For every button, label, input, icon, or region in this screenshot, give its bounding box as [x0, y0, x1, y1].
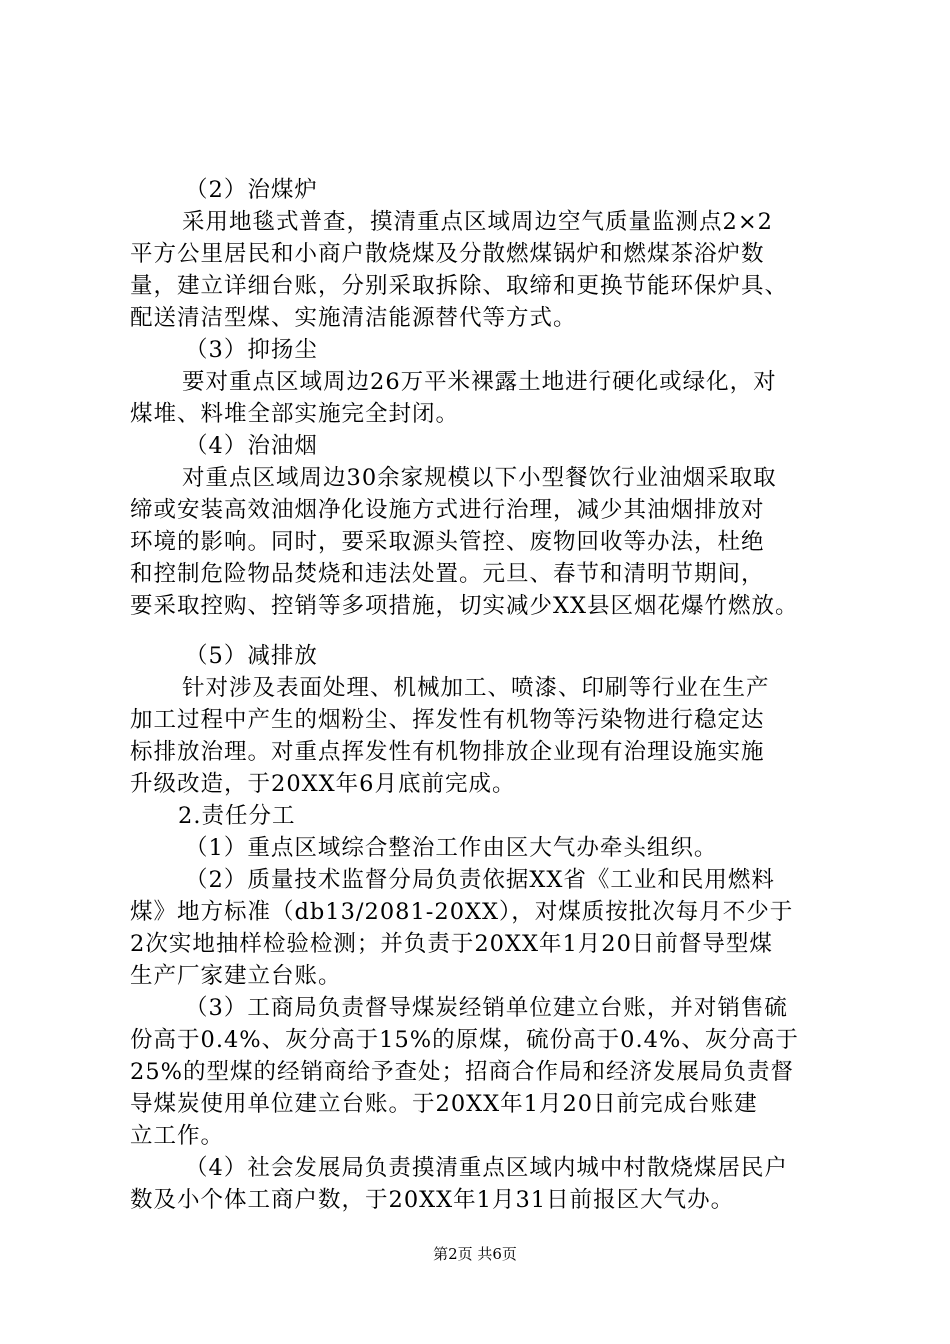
paragraph-line: 要采取控购、控销等多项措施，切实减少XX县区烟花爆竹燃放。: [130, 593, 799, 619]
duty-line: （1）重点区域综合整治工作由区大气办牵头组织。: [185, 835, 718, 861]
duty-line: 份高于0.4%、灰分高于15%的原煤，硫份高于0.4%、灰分高于: [130, 1027, 799, 1053]
paragraph-line: 针对涉及表面处理、机械加工、喷漆、印刷等行业在生产: [182, 675, 770, 701]
paragraph-line: 配送清洁型煤、实施清洁能源替代等方式。: [130, 305, 577, 331]
paragraph-line: 环境的影响。同时，要采取源头管控、废物回收等办法，杜绝: [130, 529, 765, 555]
section-heading: （5）减排放: [185, 643, 318, 669]
duty-line: 生产厂家建立台账。: [130, 963, 342, 989]
paragraph-line: 量，建立详细台账，分别采取拆除、取缔和更换节能环保炉具、: [130, 273, 789, 299]
section-heading: （4）治油烟: [185, 433, 318, 459]
paragraph-line: 采用地毯式普查，摸清重点区域周边空气质量监测点2×2: [182, 209, 773, 235]
duty-line: 立工作。: [130, 1123, 225, 1149]
duty-line: （3）工商局负责督导煤炭经销单位建立台账，并对销售硫: [185, 995, 788, 1021]
duty-line: 25%的型煤的经销商给予查处；招商合作局和经济发展局负责督: [130, 1059, 795, 1085]
duty-line: （4）社会发展局负责摸清重点区域内城中村散烧煤居民户: [185, 1155, 788, 1181]
paragraph-line: 和控制危险物品焚烧和违法处置。元旦、春节和清明节期间，: [130, 561, 765, 587]
paragraph-line: 平方公里居民和小商户散烧煤及分散燃煤锅炉和燃煤茶浴炉数: [130, 241, 765, 267]
paragraph-line: 缔或安装高效油烟净化设施方式进行治理，减少其油烟排放对: [130, 497, 765, 523]
paragraph-line: 煤堆、料堆全部实施完全封闭。: [130, 401, 460, 427]
section-heading: （3）抑扬尘: [185, 337, 318, 363]
duty-line: 数及小个体工商户数，于20XX年1月31日前报区大气办。: [130, 1187, 735, 1213]
paragraph-line: 升级改造，于20XX年6月底前完成。: [130, 771, 516, 797]
section-heading: （2）治煤炉: [185, 177, 318, 203]
paragraph-line: 要对重点区域周边26万平米裸露土地进行硬化或绿化，对: [182, 369, 777, 395]
duty-line: （2）质量技术监督分局负责依据XX省《工业和民用燃料: [185, 867, 775, 893]
paragraph-line: 加工过程中产生的烟粉尘、挥发性有机物等污染物进行稳定达: [130, 707, 765, 733]
page-footer: 第2页 共6页: [433, 1245, 517, 1263]
paragraph-line: 标排放治理。对重点挥发性有机物排放企业现有治理设施实施: [130, 739, 765, 765]
duty-line: 2次实地抽样检验检测；并负责于20XX年1月20日前督导型煤: [130, 931, 773, 957]
paragraph-line: 对重点区域周边30余家规模以下小型餐饮行业油烟采取取: [182, 465, 777, 491]
duty-line: 煤》地方标准（db13/2081-20XX），对煤质按批次每月不少于: [130, 899, 794, 925]
duty-line: 导煤炭使用单位建立台账。于20XX年1月20日前完成台账建: [130, 1091, 758, 1117]
section-title: 2.责任分工: [178, 803, 296, 829]
